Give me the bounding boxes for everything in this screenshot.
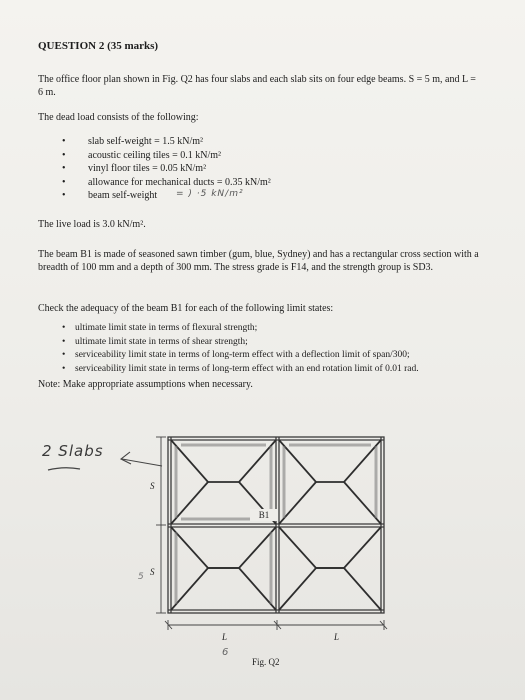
dead-load-item: • allowance for mechanical ducts = 0.35 kN/m²: [62, 176, 271, 190]
check-heading: Check the adequacy of the beam B1 for each of the following limit states:: [38, 303, 334, 314]
question-title: QUESTION 2 (35 marks): [38, 40, 159, 52]
figure-caption: Fig. Q2: [252, 657, 280, 667]
note-text: Note: Make appropriate assumptions when necessary.: [38, 379, 253, 390]
handwritten-arrowhead: [121, 452, 131, 464]
dead-load-item: • vinyl floor tiles = 0.05 kN/m²: [62, 162, 271, 176]
handwritten-slabs-label: 2 Slabs: [42, 442, 104, 460]
dead-load-item: • acoustic ceiling tiles = 0.1 kN/m²: [62, 149, 271, 163]
b1-label: B1: [258, 510, 270, 520]
handwritten-five: 5: [138, 572, 144, 582]
dead-load-item: • beam self-weight: [62, 189, 271, 203]
live-load-text: The live load is 3.0 kN/m².: [38, 219, 146, 230]
vertical-dimension: [156, 437, 166, 613]
l-label-right: L: [334, 632, 340, 642]
limit-state-item: • serviceability limit state in terms of long-term effect with an end rotation limit of 0.01 rad.: [62, 363, 419, 377]
horizontal-dimension: [165, 620, 387, 630]
s-label-bottom: S: [150, 567, 155, 577]
dead-load-heading: The dead load consists of the following:: [38, 112, 199, 123]
handwritten-beam-weight: = ) ·5 kN/m²: [176, 189, 244, 199]
l-label-left: L: [222, 632, 228, 642]
handwritten-six: 6: [222, 647, 229, 658]
intro-paragraph: The office floor plan shown in Fig. Q2 has four slabs and each slab sits on four edge beams. S = 5 m, and L = 6 m.: [38, 74, 476, 98]
limit-state-item: • ultimate limit state in terms of shear strength;: [62, 336, 419, 350]
limit-state-item: • ultimate limit state in terms of flexural strength;: [62, 322, 419, 336]
beam-description: The beam B1 is made of seasoned sawn timber (gum, blue, Sydney) and has a rectangular cross section with a breadth of 100 mm and a depth of 300 mm. The stress grade is F14, and the strength group is SD3.: [38, 249, 479, 273]
dead-load-item: • slab self-weight = 1.5 kN/m²: [62, 135, 271, 149]
handwritten-underline: [48, 468, 80, 470]
s-label-top: S: [150, 481, 155, 491]
grid-lines: [168, 437, 384, 613]
limit-state-item: • serviceability limit state in terms of long-term effect with a deflection limit of span/300;: [62, 349, 419, 363]
